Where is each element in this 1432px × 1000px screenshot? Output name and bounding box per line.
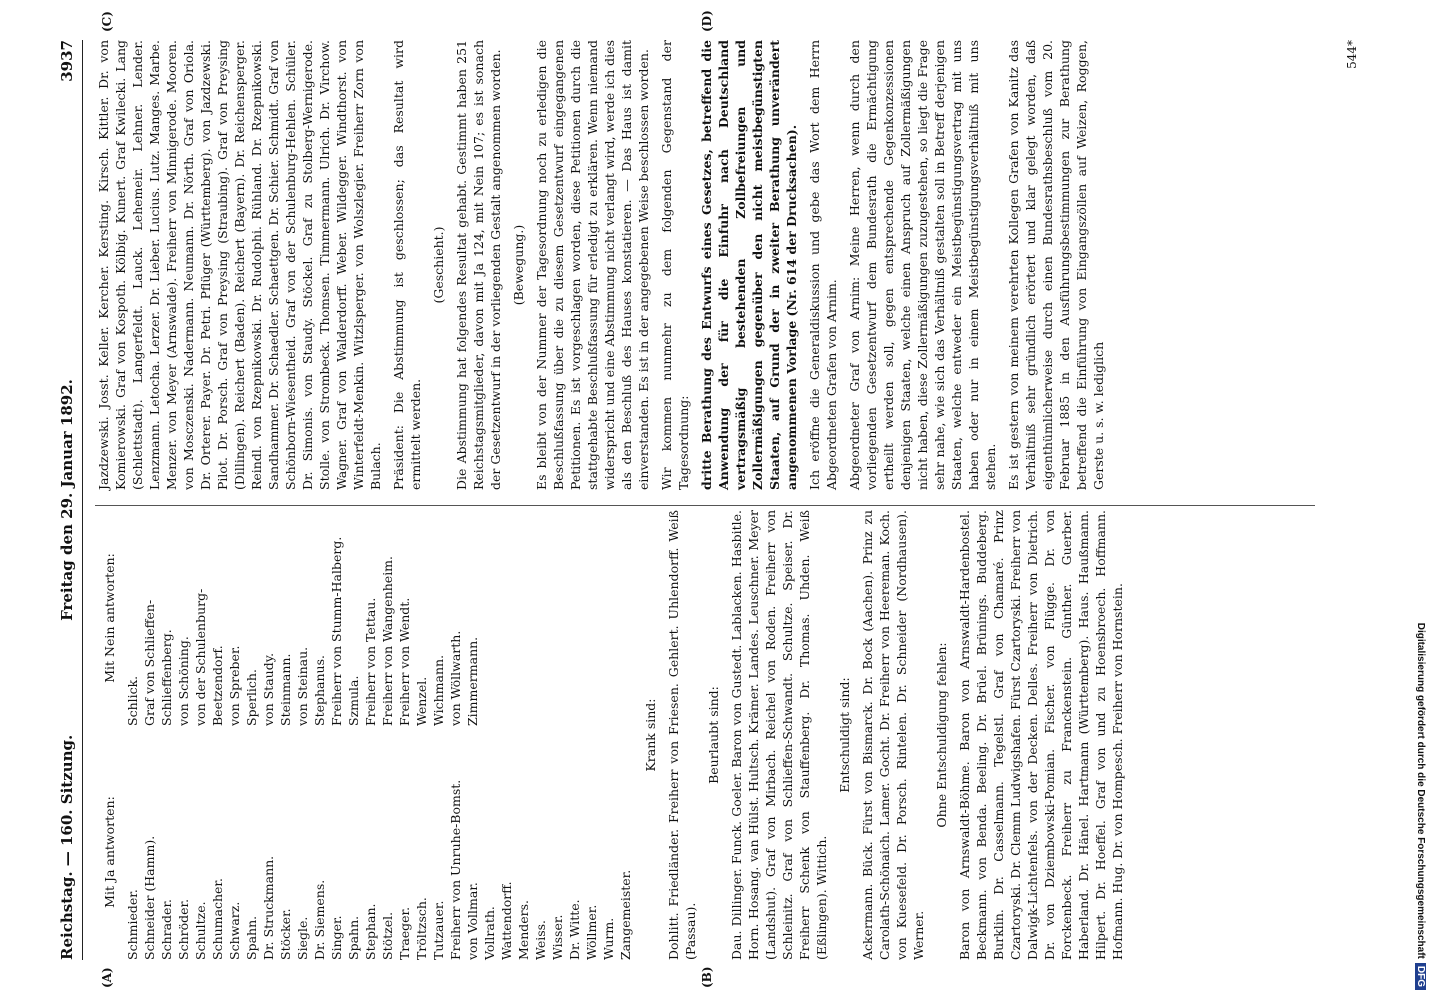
nein-name: Wenzel. [414,676,429,726]
left-column [95,510,1132,960]
right-column [95,40,1113,490]
ja-name: Tutzauer. [431,900,446,960]
ja-name: Stötzel. [380,911,395,960]
side-mark-b: (B) [700,966,714,988]
ja-name: Siegle. [295,916,310,960]
header-left: Reichstag. — 160. Sitzung. [58,734,76,960]
agenda-item: dritte Berathung des Entwurfs eines Gesetzes, betreffend die Anwendung der für die Einfuhr nach Deutschland vertragsmäßig bestehenden Zollbefreiungen und Zollermäßigungen gegenüber den nicht meistbegünstigten Staaten, auf Grund der in zweiter Berathung unverändert angenommenen Vorlage (Nr. 614 der Drucksachen). [699,40,799,490]
nein-name: Graf von Schlieffen-Schlieffenberg. [142,599,174,726]
ja-name: Singer. [329,915,344,960]
ja-name: Tröltzsch. [414,897,429,960]
nein-name: Schlick. [125,675,140,726]
page-header [58,40,82,960]
president-statement: Präsident: Die Abstimmung ist geschlossen; das Resultat wird ermittelt werden. [391,40,423,490]
vote-result: Die Abstimmung hat folgendes Resultat gehabt. Gestimmt haben 251 Reichstagsmitglieder, davon mit Ja 124, mit Nein 107; es ist sonach der Gesetzentwurf in der vorliegenden Gestalt angenommen worden. [454,40,503,490]
ja-name: Stöcker. [278,908,293,960]
nein-name: Wichmann. [431,654,446,726]
nein-name: Steinmann. [278,653,293,726]
ja-name: Wattendorff. [499,881,514,960]
ja-name: Schneider (Hamm). [142,835,157,960]
nein-list [95,510,634,726]
side-mark-c: (C) [100,11,114,32]
ja-name: Dr. Struckmann. [261,855,276,960]
ja-name: Vollrath. [482,906,497,960]
nein-name: Freiherr von Wangenheim. [380,555,395,726]
arnim-speech-2: Es ist gestern von meinem verehrten Kollegen Grafen von Kanitz das Verhältniß sehr gründlich erörtert und klar gelegt worden, daß eigenthümlicherweise durch einen Bundesrathsbeschluß vom 20. Februar 1885 in den Ausführungsbestimmungen zur Berathung betreffend die Einführung von Eingangszöllen auf Weizen, Roggen, Gerste u. s. w. lediglich [1006,40,1106,490]
nein-name: von Wöllwarth. [448,630,463,726]
nein-items [124,510,481,726]
dfg-logo: DFG [1415,963,1426,990]
nein-name: Freiherr von Stumm-Halberg. [329,536,344,726]
entschuldigt-heading: Entschuldigt sind: [837,677,852,793]
ja-name: Schultze. [193,901,208,960]
nein-name: von Steinau. [295,646,310,726]
side-mark-a: (A) [100,967,114,988]
ja-name: Stephan. [363,903,378,960]
header-right: 3937 [58,40,76,82]
stage-direction-bewegung: (Bewegung.) [511,224,526,306]
beurlaubt-heading: Beurlaubt sind: [706,686,721,784]
nein-name: Stephanus. [312,655,327,726]
ja-name: Schrader. [159,898,174,960]
krank-heading: Krank sind: [643,698,658,772]
dfg-credit [1406,10,1426,990]
dfg-text-wrap [1406,10,1426,990]
ja-name: Weiss. [533,919,548,960]
ja-name: Wisser. [550,914,565,960]
nein-name: Freiherr von Tettau. [363,597,378,726]
beurlaubt-list: Dau. Dillinger. Funck. Goeler. Baron von Gustedt. Lablacken. Hasbitle. Horn. Hosang. van Hülst. Hultsch. Krämer. Landes. Leuschner. Meyer (Landshut). Graf von Mirbach. Reichel von Roden. Freiherr von Schleinitz. Graf von Schlieffen-Schwandt. Schultze. Speiser. Dr. Freiherr Schenk von Stauffenberg. Dr. Thomas. Uhden. Weiß (Eßlingen). Wittich. [729,510,829,960]
ja-items [124,744,634,960]
ja-name: Zangemeister. [618,869,633,960]
ja-name: Dr. Siemens. [312,879,327,960]
nein-name: Zimmermann. [465,636,480,726]
ja-name: Schwarz. [227,901,242,960]
nein-name: Sperlich. [244,669,259,726]
nein-name: Szmula. [346,675,361,726]
ja-name: Freiherr von Unruhe-Bomst. [448,779,463,960]
stage-direction-geschieht: (Geschieht.) [431,226,446,304]
entschuldigt-list: Ackermann. Bück. Fürst von Bismarck. Dr. Bock (Aachen). Prinz zu Carolath-Schönaich. Lamer. Gocht. Dr. Freiherr von Heereman. Koch. von Kuesefeld. Dr. Porsch. Rintelen. Dr. Schneider (Nordhausen). Werner. [860,510,926,960]
discussion-open: Ich eröffne die Generaldiskussion und gebe das Wort dem Herrn Abgeordneten Grafen von Arnim. [807,40,839,490]
ja-list [95,744,634,960]
krank-list: Dohlitt. Friedländer. Freiherr von Friesen. Gehlert. Uhlendorff. Weiß (Passau). [666,510,698,960]
header-center: Freitag den 29. Januar 1892. [58,379,76,621]
nein-heading: Mit Nein antworten: [102,553,117,683]
ja-heading: Mit Ja antworten: [102,796,117,908]
arnim-speech-1: Abgeordneter Graf von Arnim: Meine Herren, wenn durch den vorliegenden Gesetzentwurf dem Bundesrath die Ermächtigung ertheilt werden soll, gegen entsprechende Gegenkonzessionen denjenigen Staaten, welche einen Anspruch auf Zollermäßigungen nicht haben, diese Zollermäßigungen zuzugestehen, so liegt die Frage sehr nahe, wie sich das Verhältniß gestalten soll in Betreff derjenigen Staaten, welche entweder ein Meistbegünstigungsvertrag mit uns haben oder nur in einem Meistbegünstigungsverhältniß mit uns stehen. [847,40,998,490]
header-rule [82,40,83,960]
petitions-paragraph: Es bleibt von der Nummer der Tagesordnung noch zu erledigen die Beschlußfassung über die zu diesem Gesetzentwurf eingegangenen Petitionen. Es ist vorgeschlagen worden, diese Petitionen durch die stattgehabte Beschlußfassung für erledigt zu erklären. Wenn niemand widerspricht und eine Abstimmung nicht verlangt wird, werde ich dies als den Beschluß des Hauses konstatieren. — Das Haus ist damit einverstanden. Es ist in der angegebenen Weise beschlossen worden. [534,40,651,490]
vote-lists [95,510,634,960]
dfg-credit-text: Digitalisierung gefördert durch die Deutsche Forschungsgemeinschaft [1415,622,1426,959]
ja-name: Traeger. [397,906,412,960]
ja-name: Schmieder. [125,889,140,960]
nein-name: von der Schulenburg-Beetzendorf. [193,588,225,726]
nein-name: von Spreber. [227,645,242,726]
ja-name: von Vollmar. [465,882,480,960]
ja-name: Dr. Witte. [567,899,582,960]
ja-name: Spahn. [244,915,259,960]
side-mark-d: (D) [700,10,714,32]
names-continued: Jazdzewski. Josst. Keller. Kercher. Kersting. Kirsch. Kittler. Dr. von Komierowski. Graf von Kospoth. Kölbig. Kunert. Graf Kwilecki. Lang (Schlettstadt). Langerfeldt. Lauck. Lehemeir. Lehner. Lender. Lenzmann. Letocha. Lerzer. Dr. Lieber. Lucius. Lutz. Manges. Marbe. Menzer. von Meyer (Arnswalde). Freiherr von Minnigerode. Mooren. von Mosczenski. Nadermann. Neumann. Dr. Nörth. Graf von Oriola. Dr. Orterer. Payer. Dr. Petri. Pflüger (Württemberg). von Jazdzewski. Pilot. Dr. Porsch. Graf von Preysing (Straubing). Graf von Preysing (Dillingen). Reichert (Baden). Reichert (Bayern). Dr. Reichensperger. Reindl. von Rzepnikowski. Dr. Rudolphi. Rühland. Dr. Rzepnikowski. Sandhammer. Dr. Schaedler. Schaettgen. Dr. Schier. Schmidt. Graf von Schönborn-Wiesentheid. Graf von der Schulenburg-Hehlen. Schüler. Dr. Simonis. von Staudy. Stöckel. Graf zu Stolberg-Wernigerode. Stolle. von Strombeck. Thomsen. Timmermann. Ulrich. Dr. Virchow. Wagner. Graf von Walderdorff. Weber. Wildegger. Windthorst. von Winterfeldt-Menkin. Witzlsperger. von Wolszlegier. Freiherr Zorn von Bulach. [96,40,383,490]
ja-name: Schröder. [176,898,191,960]
nein-name: von Staudy. [261,652,276,726]
ja-name: Wurm. [601,917,616,960]
ohne-heading: Ohne Entschuldigung fehlen: [934,642,949,828]
column-divider [95,505,1315,506]
ohne-list: Baron von Arnswaldt-Böhme. Baron von Arnswaldt-Hardenbostel. Beckmann. von Benda. Beeling. Dr. Brüel. Brünings. Buddeberg. Burklin. Dr. Casselmann. Tegelstl. Graf von Chamaré. Prinz Czartoryski. Dr. Clemm Ludwigshafen. Fürst Czartoryski. Freiherr von Dalwigk-Lichtenfels. von der Decken. Delles. Freiherr von Dietrich. Dr. von Dziembowski-Pomian. Fischer. von Flügge. Dr. von Forckenbeck. Freiherr zu Franckenstein. Günther. Guerber. Haberland. Dr. Hänel. Hartmann (Württemberg). Haus. Haußmann. Hilpert. Dr. Hoeffel. Graf von und zu Hoensbroech. Hoffmann. Hofmann. Hug. Dr. von Hompesch. Freiherr von Hornstein. [957,510,1125,960]
ja-name: Menders. [516,899,531,960]
folio-mark: 544* [1345,40,1359,69]
nein-name: Freiherr von Wendt. [397,597,412,726]
ja-name: Wöllmer. [584,904,599,960]
nein-name: von Schöning. [176,636,191,726]
ja-name: Schumacher. [210,878,225,960]
ja-name: Spahn. [346,915,361,960]
agenda-intro: Wir kommen nunmehr zu dem folgenden Gegenstand der Tagesordnung: [659,40,691,490]
